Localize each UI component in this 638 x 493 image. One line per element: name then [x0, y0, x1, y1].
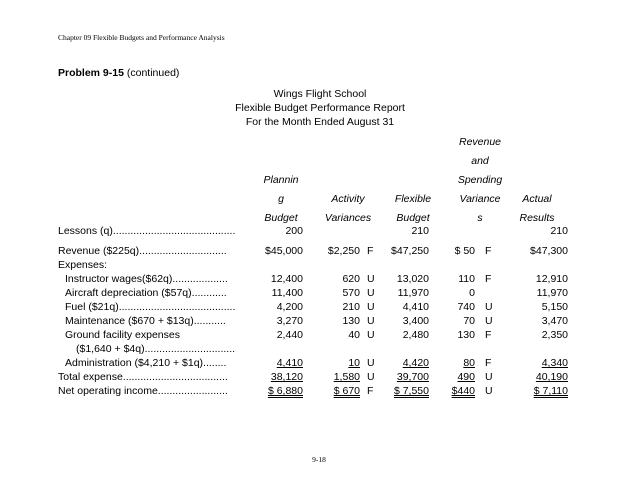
cell-rev: $440: [451, 385, 475, 397]
variance-flag: F: [485, 329, 492, 341]
variance-flag: U: [367, 273, 375, 285]
row-label: Ground facility expenses: [65, 329, 180, 341]
cell-actual: 11,970: [536, 287, 568, 299]
variance-flag: U: [367, 301, 375, 313]
report-title-school: Wings Flight School: [273, 88, 367, 100]
cell-rev: 490: [457, 371, 475, 383]
cell-actual: $ 7,110: [533, 385, 568, 397]
cell-flex: 13,020: [396, 273, 429, 285]
cell-actual: 3,470: [541, 315, 568, 327]
cell-act: 40: [348, 329, 360, 341]
row-label: Maintenance ($670 + $13q)...........: [65, 315, 226, 327]
row-label: Lessons (q)..........................................: [58, 225, 236, 237]
chapter-header: Chapter 09 Flexible Budgets and Performance Analysis: [58, 33, 225, 42]
cell-actual: 2,350: [541, 329, 568, 341]
page-number: 9-18: [312, 455, 326, 464]
header-actual-2: Results: [519, 212, 555, 224]
variance-flag: F: [485, 273, 492, 285]
cell-act: 10: [348, 357, 360, 369]
cell-flex: 4,410: [402, 301, 429, 313]
header-planning-1: Plannin: [263, 174, 299, 186]
cell-flex: $ 7,550: [393, 385, 429, 397]
variance-flag: U: [367, 287, 375, 299]
variance-flag: F: [367, 245, 374, 257]
report-title-name: Flexible Budget Performance Report: [235, 102, 405, 114]
cell-actual: 210: [550, 225, 568, 237]
header-activity-2: Variances: [324, 212, 372, 224]
problem-label: Problem 9-15: [58, 67, 124, 79]
row-label: Total expense....................................: [58, 371, 228, 383]
variance-flag: U: [485, 315, 493, 327]
cell-act: 620: [342, 273, 360, 285]
cell-plan: 38,120: [270, 371, 303, 383]
cell-plan: 2,440: [276, 329, 303, 341]
cell-act: $2,250: [327, 245, 360, 257]
row-label: Administration ($4,210 + $1q)........: [65, 357, 227, 369]
variance-flag: U: [367, 315, 375, 327]
cell-plan: 3,270: [276, 315, 303, 327]
header-revenue-3: Spending: [457, 174, 503, 186]
cell-plan: $45,000: [265, 245, 303, 257]
cell-flex: 210: [411, 225, 429, 237]
variance-flag: F: [485, 245, 492, 257]
header-planning-3: Budget: [264, 212, 298, 224]
row-label: Net operating income........................: [58, 385, 228, 397]
cell-actual: 12,910: [535, 273, 568, 285]
header-flexible-1: Flexible: [394, 193, 432, 205]
row-label: Fuel ($21q)........................................: [65, 301, 236, 313]
cell-plan: 200: [285, 225, 303, 237]
header-planning-2: g: [278, 193, 284, 205]
header-flexible-2: Budget: [396, 212, 430, 224]
variance-flag: U: [367, 329, 375, 341]
header-revenue-4: Variance: [459, 193, 501, 205]
problem-heading: [58, 67, 179, 79]
cell-plan: 11,400: [271, 287, 303, 299]
variance-flag: F: [485, 357, 492, 369]
variance-flag: F: [367, 385, 374, 397]
cell-plan: 4,200: [276, 301, 303, 313]
cell-act: $ 670: [333, 385, 360, 397]
report-title-period: For the Month Ended August 31: [245, 116, 395, 128]
cell-actual: $47,300: [530, 245, 568, 257]
cell-plan: $ 6,880: [267, 385, 303, 397]
cell-act: 210: [342, 301, 360, 313]
cell-rev: 70: [463, 315, 475, 327]
cell-act: 1,580: [333, 371, 360, 383]
row-label: Expenses:: [58, 259, 108, 271]
row-label: Instructor wages($62q)...................: [65, 273, 228, 285]
cell-rev: 130: [457, 329, 475, 341]
variance-flag: U: [367, 371, 375, 383]
variance-flag: U: [485, 385, 493, 397]
cell-plan: 12,400: [270, 273, 303, 285]
variance-flag: U: [367, 357, 375, 369]
cell-actual: 40,190: [535, 371, 568, 383]
row-label: Aircraft depreciation ($57q)............: [65, 287, 227, 299]
cell-rev: 0: [469, 287, 475, 299]
cell-flex: $47,250: [391, 245, 429, 257]
problem-suffix: (continued): [126, 67, 180, 79]
cell-rev: $ 50: [454, 245, 475, 257]
header-actual-1: Actual: [522, 193, 552, 205]
row-label: ($1,640 + $4q)...............................: [76, 343, 236, 355]
cell-flex: 4,420: [402, 357, 429, 369]
header-activity-1: Activity: [331, 193, 365, 205]
cell-actual: 5,150: [541, 301, 568, 313]
header-revenue-1: Revenue: [458, 136, 502, 148]
cell-act: 130: [342, 315, 360, 327]
variance-flag: U: [485, 371, 493, 383]
cell-flex: 11,970: [397, 287, 429, 299]
cell-rev: 740: [457, 301, 475, 313]
cell-plan: 4,410: [276, 357, 303, 369]
row-label: Revenue ($225q)..............................: [58, 245, 227, 257]
cell-flex: 39,700: [396, 371, 429, 383]
cell-rev: 80: [463, 357, 475, 369]
header-revenue-5: s: [477, 212, 483, 224]
cell-flex: 2,480: [402, 329, 429, 341]
header-revenue-2: and: [471, 155, 489, 167]
cell-act: 570: [342, 287, 360, 299]
cell-rev: 110: [458, 273, 475, 285]
cell-actual: 4,340: [541, 357, 568, 369]
variance-flag: U: [485, 301, 493, 313]
cell-flex: 3,400: [402, 315, 429, 327]
